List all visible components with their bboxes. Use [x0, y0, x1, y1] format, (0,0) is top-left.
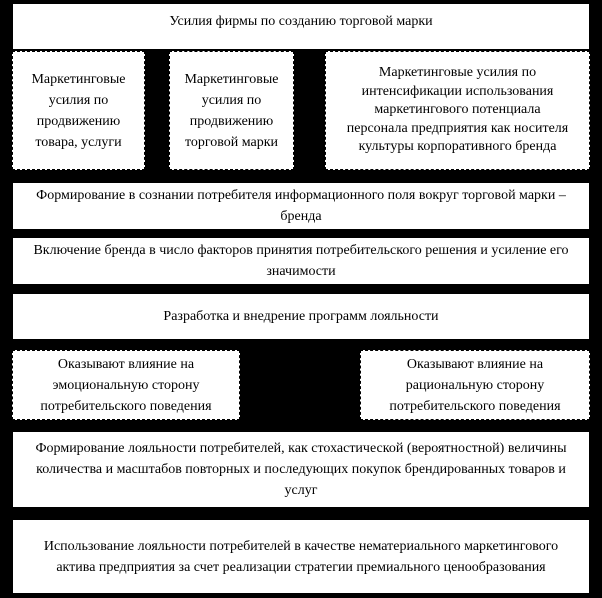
stage-box-brand-decision-factor: Включение бренда в число факторов принятия потребительского решения и усиление его значимости	[12, 237, 590, 285]
marketing-effort-box-product-promotion: Маркетинговые усилия по продвижению товара, услуги	[12, 51, 145, 170]
title-box: Усилия фирмы по созданию торговой марки	[12, 3, 590, 50]
influence-box-rational: Оказывают влияние на рациональную сторону потребительского поведения	[360, 350, 590, 420]
marketing-effort-box-personnel-potential: Маркетинговые усилия по интенсификации использования маркетингового потенциала персонала предприятия как носителя культуры корпоративного бренда	[325, 51, 590, 170]
influence-box-emotional: Оказывают влияние на эмоциональную сторону потребительского поведения	[12, 350, 240, 420]
marketing-effort-box-trademark-promotion: Маркетинговые усилия по продвижению торговой марки	[169, 51, 294, 170]
stage-box-loyalty-programs: Разработка и внедрение программ лояльности	[12, 293, 590, 340]
outcome-box-loyalty-usage: Использование лояльности потребителей в качестве нематериального маркетингового актива предприятия за счет реализации стратегии премиального ценообразования	[12, 519, 590, 594]
stage-box-information-field: Формирование в сознании потребителя информационного поля вокруг торговой марки – бренда	[12, 182, 590, 230]
outcome-box-loyalty-formation: Формирование лояльности потребителей, как стохастической (вероятностной) величины количества и масштабов повторных и последующих покупок брендированных товаров и услуг	[12, 431, 590, 508]
